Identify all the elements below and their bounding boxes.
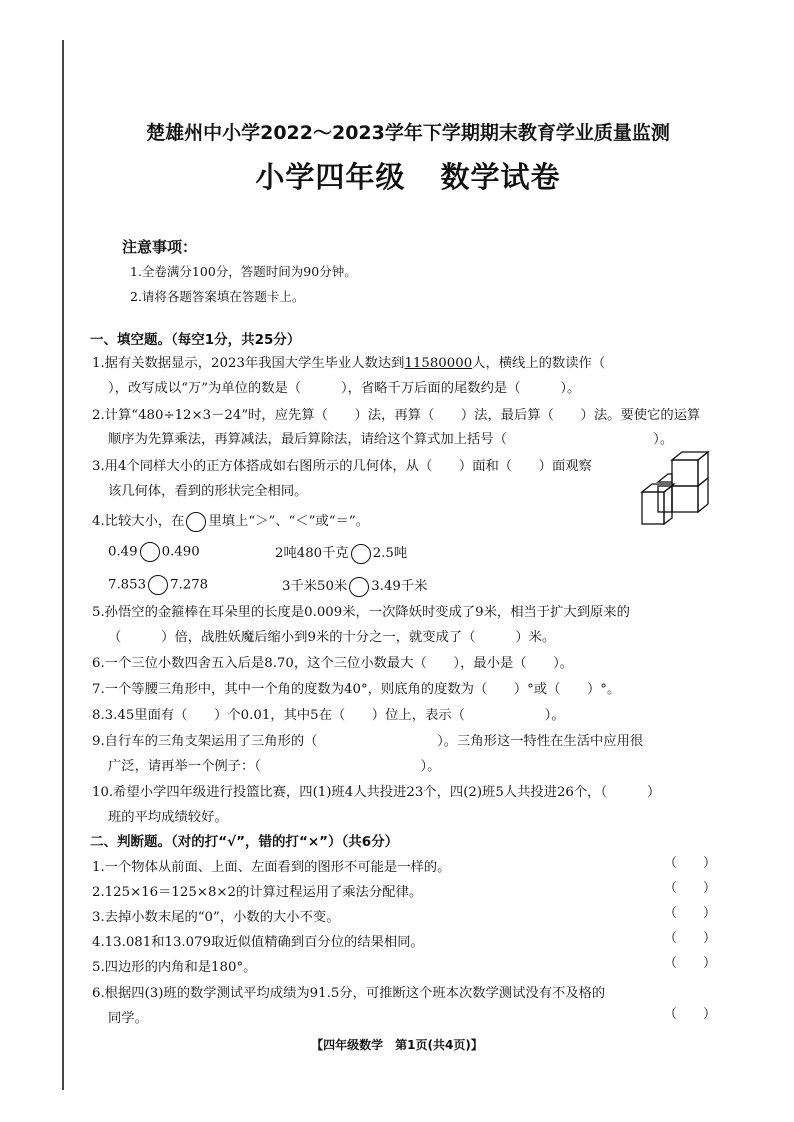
cube-figure (636, 448, 726, 538)
q1-text-b: 人，横线上的数读作（ (472, 356, 606, 371)
q1-line1 (92, 352, 605, 371)
q3-line1: 3.用4个同样大小的正方体搭成如右图所示的几何体，从（ ）面和（ ）面观察 (92, 459, 592, 474)
page-edge-line (62, 40, 64, 1090)
q9-line1: 9.自行车的三角支架运用了三角形的（ ）。三角形这一特性在生活中应用很 (92, 734, 644, 749)
q4-4-left: 3千米50米 (282, 579, 348, 594)
notice-item-1: 1.全卷满分100分，答题时间为90分钟。 (130, 264, 357, 279)
q7-line: 7.一个等腰三角形中，其中一个角的度数为40°，则底角的度数为（ ）°或（ ）°。 (92, 682, 621, 697)
compare-circle[interactable] (349, 577, 369, 597)
page-footer: 【四年级数学 第1页(共4页)】 (311, 1038, 483, 1052)
answer-bracket[interactable]: （ ） (664, 931, 717, 946)
q4-4-right: 3.49千米 (371, 579, 428, 594)
q4-2-right: 2.5吨 (372, 546, 408, 561)
answer-bracket[interactable]: （ ） (664, 856, 717, 871)
q4-line (92, 510, 369, 532)
q4-item-4 (282, 575, 427, 597)
judge-q5: 5.四边形的内角和是180°。 (92, 960, 257, 975)
grade-label: 小学四年级 (255, 160, 406, 194)
q9-line2: 广泛，请再举一个例子：（ ）。 (108, 759, 441, 774)
section2-heading: 二、判断题。（对的打“√”，错的打“×”）（共6分） (90, 834, 399, 850)
q4-3-left: 7.853 (108, 577, 147, 593)
q4-text-b: 里填上“＞”、“＜”或“＝”。 (208, 514, 369, 529)
circle-icon (186, 512, 206, 532)
q8-line: 8.3.45里面有（ ）个0.01，其中5在（ ）位上，表示（ ）。 (92, 708, 565, 723)
q4-1-left: 0.49 (108, 544, 138, 560)
q5-line1: 5.孙悟空的金箍棒在耳朵里的长度是0.009米，一次降妖时变成了9米，相当于扩大到原来的 (92, 605, 630, 620)
exam-title: 楚雄州中小学2022～2023学年下学期期末教育学业质量监测 (146, 122, 670, 144)
q4-1-right: 0.490 (161, 544, 200, 560)
section1-heading: 一、填空题。（每空1分，共25分） (90, 332, 301, 348)
q1-text-a: 1.据有关数据显示，2023年我国大学生毕业人数达到 (92, 356, 405, 371)
exam-subtitle (108, 155, 708, 196)
q1-number: 11580000 (404, 356, 473, 371)
judge-q6-line2: 同学。 (108, 1011, 148, 1026)
q10-line1: 10.希望小学四年级进行投篮比赛，四(1)班4人共投进23个，四(2)班5人共投进26个，（ ） (92, 785, 661, 800)
q6-line: 6.一个三位小数四舍五入后是8.70，这个三位小数最大（ ），最小是（ ）。 (92, 656, 574, 671)
answer-bracket[interactable]: （ ） (664, 906, 717, 921)
subject-label: 数学试卷 (440, 160, 561, 194)
q3-line2: 该几何体，看到的形状完全相同。 (108, 484, 308, 499)
judge-q1: 1.一个物体从前面、上面、左面看到的图形不可能是一样的。 (92, 860, 451, 875)
judge-q2: 2.125×16＝125×8×2的计算过程运用了乘法分配律。 (92, 885, 423, 900)
q5-line2: （ ）倍，战胜妖魔后缩小到9米的十分之一，就变成了（ ）米。 (108, 630, 556, 645)
answer-bracket[interactable]: （ ） (664, 881, 717, 896)
answer-bracket[interactable]: （ ） (664, 1007, 717, 1022)
notice-item-2: 2.请将各题答案填在答题卡上。 (130, 289, 305, 304)
q4-item-3 (108, 575, 208, 595)
compare-circle[interactable] (148, 575, 168, 595)
q4-item-1 (108, 542, 200, 562)
q4-2-left: 2吨480千克 (275, 546, 349, 561)
q4-item-2 (275, 542, 407, 564)
judge-q3: 3.去掉小数末尾的“0”，小数的大小不变。 (92, 910, 340, 925)
q1-line2: ），改写成以“万”为单位的数是（ ），省略千万后面的尾数约是（ ）。 (108, 381, 581, 396)
q4-3-right: 7.278 (170, 577, 209, 593)
notice-title: 注意事项： (122, 238, 198, 256)
q4-text-a: 4.比较大小，在 (92, 514, 185, 529)
judge-q4: 4.13.081和13.079取近似值精确到百分位的结果相同。 (92, 935, 424, 950)
q10-line2: 班的平均成绩较好。 (108, 810, 228, 825)
compare-circle[interactable] (351, 544, 371, 564)
answer-bracket[interactable]: （ ） (664, 956, 717, 971)
judge-q6-line1: 6.根据四(3)班的数学测试平均成绩为91.5分，可推断这个班本次数学测试没有不及格的 (92, 986, 606, 1001)
q2-line2: 顺序为先算乘法，再算减法，最后算除法，请给这个算式加上括号（ ）。 (108, 432, 674, 447)
q2-line1: 2.计算“480÷12×3－24”时，应先算（ ）法，再算（ ）法，最后算（ ）法。要使它的运算 (92, 408, 701, 423)
compare-circle[interactable] (140, 542, 160, 562)
